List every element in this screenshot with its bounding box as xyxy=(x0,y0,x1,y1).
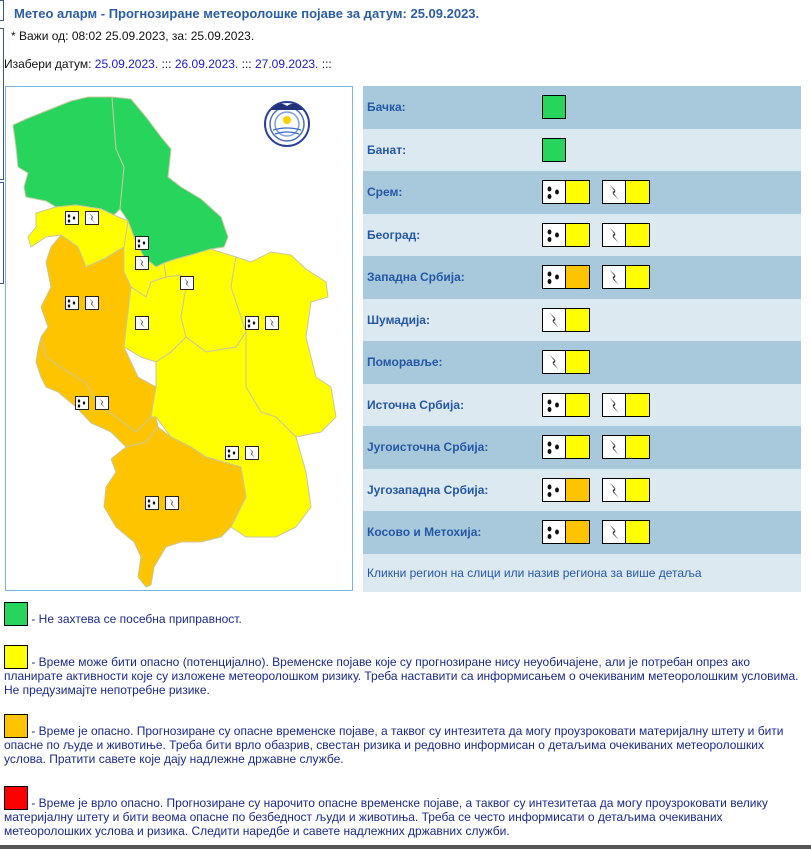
table-row-jugozapadna-srbija[interactable] xyxy=(363,469,801,512)
thunder-icon xyxy=(602,393,626,417)
rain-icon xyxy=(542,520,566,544)
date-select-label: Изабери датум: xyxy=(4,57,92,71)
rain-icon xyxy=(542,478,566,502)
map-rain-icon xyxy=(225,446,239,460)
rain-icon xyxy=(542,393,566,417)
date-link-3[interactable]: 27.09.2023. xyxy=(254,57,319,71)
yellow-swatch xyxy=(4,645,28,669)
orange-swatch xyxy=(4,714,28,738)
level-orange-box xyxy=(566,265,590,289)
level-orange-box xyxy=(566,520,590,544)
region-warning-table xyxy=(363,86,801,592)
level-green-box xyxy=(542,138,566,162)
thunder-warning xyxy=(602,393,650,417)
map-rain-icon xyxy=(65,211,79,225)
level-green-box xyxy=(542,95,566,119)
date-link-2[interactable]: 26.09.2023. xyxy=(174,57,239,71)
page-title: Метео аларм - Прогнозиране метеоролошке појаве за датум: 25.09.2023. xyxy=(14,6,480,21)
level-yellow-box xyxy=(566,223,590,247)
date-link-1[interactable]: 25.09.2023. xyxy=(94,57,159,71)
level-yellow-box xyxy=(626,393,650,417)
level-yellow-box xyxy=(626,180,650,204)
table-row-zapadna-srbija[interactable] xyxy=(363,256,801,299)
serbia-warning-map xyxy=(5,86,353,591)
red-swatch xyxy=(4,786,28,810)
region-name[interactable]: Косово и Метохија: xyxy=(363,511,537,554)
region-name[interactable]: Југозападна Србија: xyxy=(363,469,537,512)
edge-frame-low xyxy=(0,182,4,284)
level-yellow-box xyxy=(626,478,650,502)
thunder-warning xyxy=(602,265,650,289)
table-row-backa[interactable] xyxy=(363,86,801,129)
legend-yellow-text: - Време може бити опасно (потенцијално). Временске појаве које су прогнозиране нису неуобичајене, али је потребан опрез ако планирате активности које су изложене метеоролошком ризику. Треба наставити са информисањем о очекиваним метеоролошким условима. Не предузимајте непотребне ризике. xyxy=(4,655,799,697)
level-yellow-box xyxy=(566,350,590,374)
level-yellow-box xyxy=(566,308,590,332)
hint-text: Кликни регион на слици или назив региона за више детаља xyxy=(363,554,801,592)
thunder-icon xyxy=(542,308,566,332)
map-thunder-icon xyxy=(135,256,149,270)
thunder-warning xyxy=(602,180,650,204)
map-rain-icon xyxy=(65,296,79,310)
level-yellow-box xyxy=(626,520,650,544)
thunder-icon xyxy=(602,180,626,204)
table-row-jugoistocna-srbija[interactable] xyxy=(363,426,801,469)
level-yellow-box xyxy=(566,180,590,204)
thunder-warning xyxy=(602,520,650,544)
map-region-backa[interactable] xyxy=(13,97,124,215)
region-name[interactable]: Шумадија: xyxy=(363,299,537,342)
map-rain-icon xyxy=(75,396,89,410)
region-name[interactable]: Западна Србија: xyxy=(363,256,537,299)
legend-yellow xyxy=(4,645,804,697)
rain-warning xyxy=(542,520,590,544)
table-row-sumadija[interactable] xyxy=(363,299,801,342)
level-yellow-box xyxy=(626,223,650,247)
region-name[interactable]: Поморавље: xyxy=(363,341,537,384)
edge-frame-middle xyxy=(0,28,4,180)
date-separator: ::: xyxy=(321,57,332,71)
table-row-pomoravlje[interactable] xyxy=(363,341,801,384)
rain-icon xyxy=(542,223,566,247)
rain-warning xyxy=(542,393,590,417)
legend-green-text: - Не захтева се посебна приправност. xyxy=(28,612,242,626)
map-thunder-icon xyxy=(135,316,149,330)
map-thunder-icon xyxy=(265,316,279,330)
map-thunder-icon xyxy=(165,496,179,510)
thunder-warning xyxy=(602,478,650,502)
thunder-icon xyxy=(602,223,626,247)
date-separator: ::: xyxy=(161,57,172,71)
rain-icon xyxy=(542,180,566,204)
table-row-banat[interactable] xyxy=(363,129,801,172)
region-name[interactable]: Бачка: xyxy=(363,86,537,129)
date-separator: ::: xyxy=(241,57,252,71)
green-swatch xyxy=(4,602,28,626)
rain-icon xyxy=(542,265,566,289)
rhmz-logo xyxy=(265,102,309,146)
map-thunder-icon xyxy=(180,276,194,290)
table-row-beograd[interactable] xyxy=(363,214,801,257)
rain-warning xyxy=(542,223,590,247)
legend-red xyxy=(4,786,804,838)
map-thunder-icon xyxy=(85,296,99,310)
thunder-warning xyxy=(542,308,590,332)
level-orange-box xyxy=(566,478,590,502)
table-row-kosovo[interactable] xyxy=(363,511,801,554)
legend-red-text: - Време је врло опасно. Прогнозиране су нарочито опасне временске појаве, а таквог су интезитетаа да могу проузроковати велику материјалну штету и бити веома опасне по безбедност људи и животиња. Треба се често информисати о детаљима очекиваних метеоролошких услова и ризика. Следити наредбе и савете надлежних државних служби. xyxy=(4,796,768,838)
map-thunder-icon xyxy=(95,396,109,410)
map-rain-icon xyxy=(245,316,259,330)
thunder-warning xyxy=(602,223,650,247)
rain-warning xyxy=(542,435,590,459)
region-name[interactable]: Источна Србија: xyxy=(363,384,537,427)
region-name[interactable]: Југоисточна Србија: xyxy=(363,426,537,469)
rain-warning xyxy=(542,478,590,502)
legend-orange xyxy=(4,714,804,766)
rain-warning xyxy=(542,265,590,289)
thunder-warning xyxy=(542,350,590,374)
thunder-icon xyxy=(602,265,626,289)
legend-green xyxy=(4,602,804,626)
table-hint-row xyxy=(363,554,801,592)
thunder-warning xyxy=(602,435,650,459)
rain-warning xyxy=(542,180,590,204)
table-row-srem[interactable] xyxy=(363,171,801,214)
map-rain-icon xyxy=(135,236,149,250)
thunder-icon xyxy=(542,350,566,374)
rain-icon xyxy=(542,435,566,459)
table-row-istocna-srbija[interactable] xyxy=(363,384,801,427)
level-yellow-box xyxy=(626,265,650,289)
thunder-icon xyxy=(602,520,626,544)
date-selector xyxy=(4,57,332,71)
region-name[interactable]: Банат: xyxy=(363,129,537,172)
map-rain-icon xyxy=(145,496,159,510)
thunder-icon xyxy=(602,478,626,502)
edge-frame-top xyxy=(0,0,4,21)
level-yellow-box xyxy=(566,393,590,417)
region-name[interactable]: Срем: xyxy=(363,171,537,214)
map-thunder-icon xyxy=(85,211,99,225)
legend-orange-text: - Време је опасно. Прогнозиране су опасне временске појаве, а таквог су интезитета да могу проузроковати материјалну штету и бити опасне по људе и животиње. Треба бити врло обазрив, свестан ризика и редовно информисан о детаљима очекиваних метеоролошких услова. Пратити савете које дају надлежне државне службе. xyxy=(4,724,784,766)
valid-from-text: * Важи од: 08:02 25.09.2023, за: 25.09.2023. xyxy=(11,29,255,43)
thunder-icon xyxy=(602,435,626,459)
region-name[interactable]: Београд: xyxy=(363,214,537,257)
level-yellow-box xyxy=(566,435,590,459)
window-bottom-edge xyxy=(0,845,811,849)
level-yellow-box xyxy=(626,435,650,459)
map-thunder-icon xyxy=(245,446,259,460)
map-svg xyxy=(6,87,352,590)
